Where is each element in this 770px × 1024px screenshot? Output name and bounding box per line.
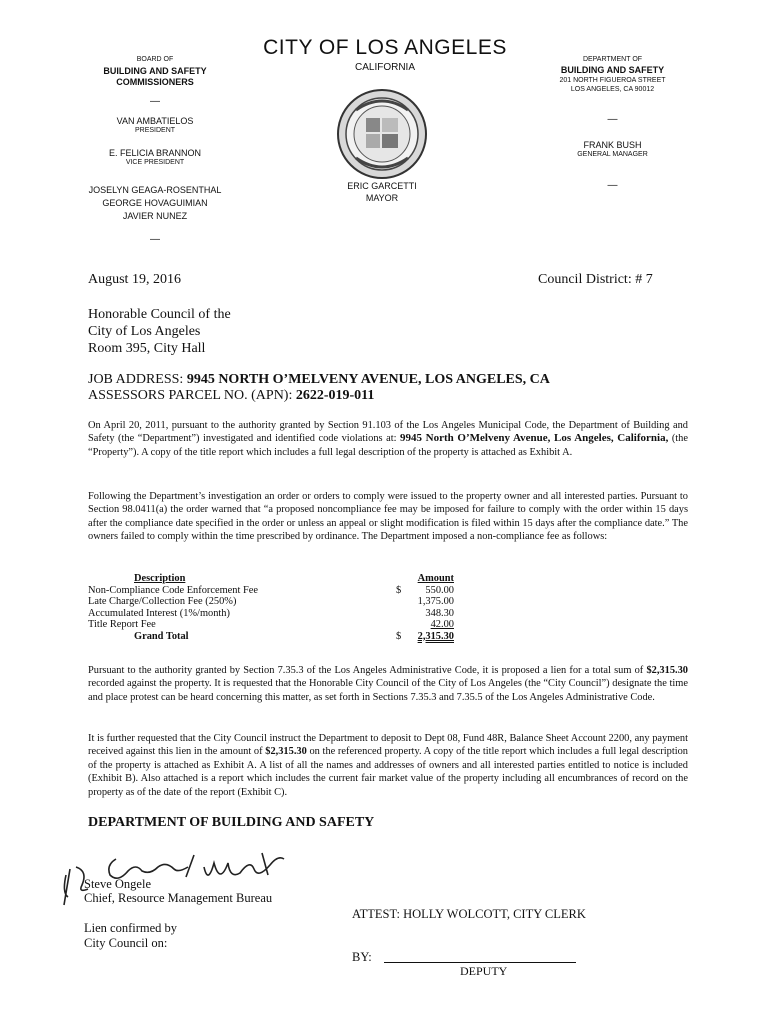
dept-address-line2: LOS ANGELES, CA 90012 [570, 86, 655, 93]
fee-table-header [88, 573, 468, 585]
fee-description: Accumulated Interest (1%/month) [88, 607, 230, 619]
dept-heading: DEPARTMENT OF BUILDING AND SAFETY [88, 815, 375, 830]
para-text: on the referenced property. A copy of the title report which includes a full legal description of the property is attached as Exhibit A. A list of all the names and addresses of owners and all interested parties entitled to notice is included (Exhibit B). Also attached is a report which includes the current fair market value of the property including all encumbrances of record on the property as of the date of the report (Exhibit C). [88, 746, 688, 798]
recipient-line: City of Los Angeles [88, 324, 201, 339]
fee-description: Late Charge/Collection Fee (250%) [88, 596, 237, 607]
lien-confirmed-line: City Council on: [84, 936, 168, 950]
city-seal-icon [336, 88, 428, 180]
board-name-line1: BUILDING AND SAFETY [103, 66, 207, 76]
apn-label: ASSESSORS PARCEL NO. (APN): [88, 388, 296, 403]
recipient-block [88, 306, 231, 357]
divider-dash: — [150, 234, 160, 245]
paragraph-4 [88, 732, 688, 799]
paragraph-1 [88, 419, 688, 459]
dept-address-line1: 201 NORTH FIGUEROA STREET [559, 77, 666, 84]
signer-title: Chief, Resource Management Bureau [84, 891, 273, 905]
mayor-title: MAYOR [365, 193, 399, 203]
council-district: Council District: # 7 [538, 272, 653, 287]
fee-description: Title Report Fee [88, 619, 156, 630]
fee-header-description: Description [134, 573, 186, 584]
deputy-label: DEPUTY [460, 964, 508, 978]
fee-row [88, 596, 468, 608]
apn-value: 2622-019-011 [295, 388, 375, 403]
board-name-line2: COMMISSIONERS [116, 77, 194, 87]
para-text: On April 20, 2011, pursuant to the authority granted by Section 91.103 of the Los Angeles Municipal Code, the Department of Building and Safety (the “Department”) investigated and identified code violations at: [88, 420, 688, 445]
divider-dash: — [150, 96, 160, 107]
recipient-line: Honorable Council of the [88, 307, 231, 322]
attest-line: ATTEST: HOLLY WOLCOTT, CITY CLERK [352, 907, 586, 921]
fee-amount: 550.00 [425, 584, 454, 596]
para-bold-amount: $2,315.30 [265, 746, 307, 758]
fee-total-dollar-sign: $ [396, 630, 402, 642]
manager-title: GENERAL MANAGER [577, 151, 648, 158]
fee-table [88, 573, 468, 642]
board-president-name: VAN AMBATIELOS [116, 116, 194, 126]
para-text: (the “Property”). A copy of the title report which includes a full legal description of the property is attached as Exhibit A. [88, 433, 688, 458]
fee-amount: 348.30 [425, 607, 454, 619]
paragraph-2: Following the Department’s investigation an order or orders to comply were issued to the property owner and all interested parties. Pursuant to Section 98.0411(a) the order warned that “a proposed noncompliance fee may be imposed for failure to comply with the order within 15 days after the compliance date specified in the order or unless an appeal or slight modification is filed within 15 days after the compliance date.” The owners failed to comply within the time prescribed by ordinance. The Department imposed a non-compliance fee as follows: [88, 491, 688, 543]
fee-description: Non-Compliance Code Enforcement Fee [88, 584, 258, 596]
manager-name: FRANK BUSH [583, 140, 642, 150]
fee-header-amount: Amount [417, 573, 454, 584]
state-label: CALIFORNIA [354, 62, 415, 73]
fee-dollar-sign: $ [396, 584, 402, 596]
fee-row [88, 585, 468, 597]
fee-row [88, 619, 468, 631]
para-bold-address: 9945 North O’Melveny Avenue, Los Angeles, California, [400, 432, 669, 445]
board-vp-title: VICE PRESIDENT [125, 159, 185, 166]
board-member: JOSELYN GEAGA-ROSENTHAL [88, 185, 222, 195]
lien-confirmed-line: Lien confirmed by [84, 921, 178, 935]
signer-name: Steve Ongele [84, 877, 151, 891]
fee-amount: 1,375.00 [417, 596, 454, 607]
divider-dash: — [607, 180, 618, 191]
apn-line [88, 388, 374, 404]
recipient-line: Room 395, City Hall [88, 341, 206, 356]
para-text: Pursuant to the authority granted by Section 7.35.3 of the Los Angeles Administrative Code, it is proposed a lien for a total sum of [88, 665, 647, 676]
fee-row [88, 608, 468, 620]
job-address-line [88, 372, 550, 388]
board-label: BOARD OF [136, 56, 174, 63]
board-member: GEORGE HOVAGUIMIAN [102, 198, 208, 208]
city-title: CITY OF LOS ANGELES [263, 36, 507, 59]
para-bold-amount: $2,315.30 [646, 665, 688, 676]
board-vp-name: E. FELICIA BRANNON [108, 148, 202, 158]
fee-total-label: Grand Total [134, 630, 189, 642]
fee-total-amount: 2,315.30 [417, 630, 454, 642]
lien-confirmed-block [84, 921, 177, 951]
divider-dash: — [607, 114, 618, 125]
mayor-name: ERIC GARCETTI [347, 181, 417, 191]
job-address-value: 9945 NORTH O’MELVENY AVENUE, LOS ANGELES, CA [186, 372, 550, 387]
fee-total-row [88, 631, 468, 643]
para-text: recorded against the property. It is requested that the Honorable City Council of the City of Los Angeles (the “City Council”) designate the time and place protest can be heard concerning this matter, as set forth in Sections 7.35.3 and 7.35.5 of the Los Angeles Administrative Code. [88, 678, 688, 703]
paragraph-3 [88, 664, 688, 704]
board-president-title: PRESIDENT [134, 127, 176, 134]
job-address-label: JOB ADDRESS: [88, 372, 187, 387]
dept-name: BUILDING AND SAFETY [560, 65, 665, 75]
dept-label: DEPARTMENT OF [582, 56, 643, 63]
para-text: It is further requested that the City Council instruct the Department to deposit to Dept 08, Fund 48R, Balance Sheet Account 2200, any payment received against this lien in the amount of [88, 733, 688, 758]
signature-line [384, 962, 576, 963]
fee-amount: 42.00 [430, 619, 454, 630]
by-label: BY: [352, 950, 372, 964]
board-member: JAVIER NUNEZ [122, 211, 188, 221]
letter-date: August 19, 2016 [88, 272, 181, 287]
